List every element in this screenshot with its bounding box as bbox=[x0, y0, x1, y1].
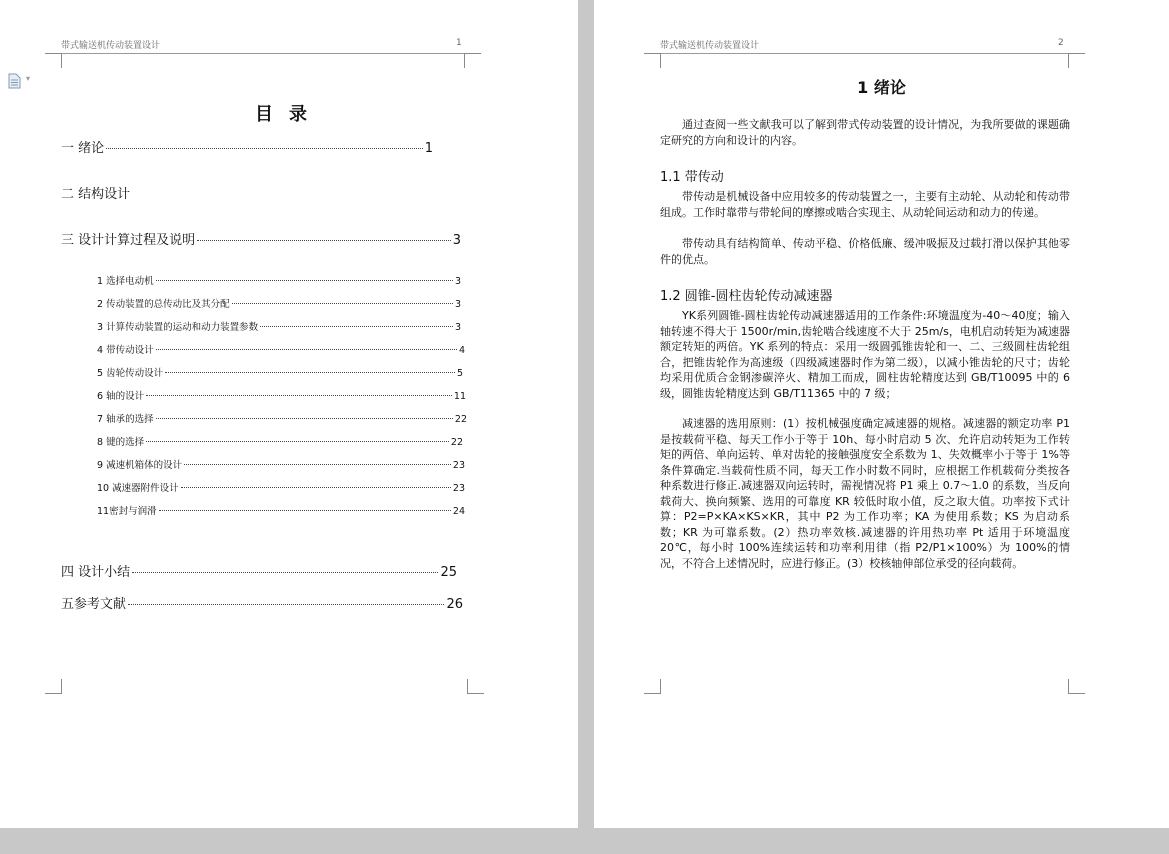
toc-entry-page: 3 bbox=[452, 233, 461, 248]
toc-entry-page: 25 bbox=[440, 565, 457, 580]
toc-subentry-page: 3 bbox=[454, 276, 461, 287]
toc-subentry[interactable] bbox=[97, 296, 461, 310]
toc-subentry-label: 7 轴承的选择 bbox=[97, 414, 154, 425]
toc-leader bbox=[132, 572, 438, 573]
toc-subentry-label: 10 减速器附件设计 bbox=[97, 483, 179, 494]
toc-subentry-label: 5 齿轮传动设计 bbox=[97, 368, 164, 379]
toc-subentry[interactable] bbox=[97, 480, 465, 494]
margin-corner-top-right bbox=[1068, 53, 1085, 68]
toc-entry-label: 一 绪论 bbox=[61, 141, 105, 156]
toc-leader bbox=[106, 148, 423, 149]
intro-paragraph: 通过查阅一些文献我可以了解到带式传动装置的设计情况，为我所要做的课题确定研究的方向和设计的内容。 bbox=[660, 118, 1070, 147]
page-header-title: 带式输送机传动装置设计 bbox=[61, 41, 161, 51]
toc-subentry-label: 8 键的选择 bbox=[97, 437, 145, 448]
toc-subentry-page: 3 bbox=[454, 299, 461, 310]
body-paragraph: 带传动具有结构简单、传动平稳、价格低廉、缓冲吸振及过载打滑以保护其他零件的优点。 bbox=[660, 237, 1070, 266]
toc-leader bbox=[165, 372, 455, 373]
chevron-down-icon[interactable]: ▾ bbox=[26, 74, 31, 83]
toc-subentry[interactable] bbox=[97, 503, 465, 517]
toc-subentry-label: 9 减速机箱体的设计 bbox=[97, 460, 183, 471]
toc-subentry-page: 23 bbox=[452, 483, 465, 494]
toc-subentry-page: 11 bbox=[453, 391, 466, 402]
toc-entry[interactable] bbox=[61, 137, 433, 156]
toc-subentry-page: 23 bbox=[452, 460, 465, 471]
toc-leader bbox=[159, 510, 451, 511]
toc-entry[interactable] bbox=[61, 561, 457, 580]
toc-leader bbox=[146, 441, 449, 442]
document-page-2 bbox=[594, 0, 1169, 828]
toc-subentry-label: 4 带传动设计 bbox=[97, 345, 154, 356]
toc-subentry-label: 11密封与润滑 bbox=[97, 506, 157, 517]
margin-corner-bottom-right bbox=[1068, 679, 1085, 694]
toc-subentry[interactable] bbox=[97, 319, 461, 333]
toc-subentry-page: 5 bbox=[456, 368, 463, 379]
toc-leader bbox=[156, 349, 457, 350]
toc-subentry-page: 24 bbox=[452, 506, 465, 517]
toc-subentry-label: 6 轴的设计 bbox=[97, 391, 145, 402]
margin-corner-bottom-right bbox=[467, 679, 484, 694]
toc-leader bbox=[260, 326, 453, 327]
toc-entry[interactable] bbox=[61, 593, 463, 612]
body-paragraph: YK系列圆锥-圆柱齿轮传动减速器适用的工作条件:环境温度为-40～40度；输入轴转速不得大于 1500r/min,齿轮啮合线速度不大于 25m/s，电机启动转矩为减速器额定转矩的两倍。YK 系列的特点：采用一级圆弧锥齿轮和一、二、三级圆柱齿轮组合，把锥齿轮作为高速级（四级减速器时作为第二级），以减小锥齿轮的尺寸；齿轮均采用优质合金钢渗碳淬火、精加工而成，圆柱齿轮精度达到 GB/T10095 中的 6 级，圆锥齿轮精度达到 GB/T11365 中的 7 级； bbox=[660, 309, 1070, 400]
page-header-number: 2 bbox=[1058, 38, 1064, 48]
toc-entry-label: 四 设计小结 bbox=[61, 565, 131, 580]
page-header-number: 1 bbox=[456, 38, 462, 48]
margin-corner-bottom-left bbox=[45, 679, 62, 694]
toc-leader bbox=[146, 395, 452, 396]
margin-corner-bottom-left bbox=[644, 679, 661, 694]
toc-subentry[interactable] bbox=[97, 273, 461, 287]
toc-subentry[interactable] bbox=[97, 388, 466, 402]
toc-entry-page: 26 bbox=[446, 597, 463, 612]
margin-corner-top-left bbox=[45, 53, 62, 68]
body-paragraph: 减速器的选用原则：(1）按机械强度确定减速器的规格。减速器的额定功率 P1 是按载荷平稳、每天工作小于等于 10h、每小时启动 5 次、允许启动转矩为工作转矩的两倍、单向运转、单对齿轮的接触强度安全系数为 1、失效概率小于等于 1%等条件算确定.当载荷性质不同，每天工作小时数不同时，应根据工作机载荷分类按各种系数进行修正.减速器双向运转时，需视情况将 P1 乘上 0.7～1.0 的系数，当反向载荷大、换向频繁、选用的可靠度 KR 较低时取小值，反之取大值。功率按下式计算：P2=P×KA×KS×KR，其中 P2 为工作功率；KA 为使用系数；KS 为启动系数；KR 为可靠系数。(2）热功率效核.减速器的许用热功率 Pt 适用于环境温度 20℃，每小时 100%连续运转和功率利用律（指 P2/P1×100%）为 100%的情况，不符合上述情况时，应进行修正。(3）校核轴伸部位承受的径向载荷。 bbox=[660, 417, 1070, 570]
toc-leader bbox=[156, 418, 453, 419]
toc-subentry-label: 2 传动装置的总传动比及其分配 bbox=[97, 299, 230, 310]
document-icon[interactable] bbox=[8, 73, 23, 90]
toc-subentry[interactable] bbox=[97, 411, 467, 425]
section-title: 1.1 带传动 bbox=[660, 170, 724, 185]
document-page-1 bbox=[0, 0, 578, 828]
toc-entry-page: 1 bbox=[424, 141, 433, 156]
toc-entry[interactable] bbox=[61, 183, 130, 202]
toc-subentry[interactable] bbox=[97, 434, 463, 448]
toc-subentry[interactable] bbox=[97, 365, 463, 379]
toc-subentry-label: 1 选择电动机 bbox=[97, 276, 154, 287]
toc-entry-label: 三 设计计算过程及说明 bbox=[61, 233, 196, 248]
toc-leader bbox=[197, 240, 451, 241]
margin-corner-top-right bbox=[464, 53, 481, 68]
toc-leader bbox=[156, 280, 453, 281]
header-rule bbox=[61, 53, 464, 54]
section-title: 1.2 圆锥-圆柱齿轮传动减速器 bbox=[660, 289, 833, 304]
toc-subentry[interactable] bbox=[97, 457, 465, 471]
toc-entry-label: 五参考文献 bbox=[61, 597, 127, 612]
toc-leader bbox=[181, 487, 451, 488]
page-header-title: 带式输送机传动装置设计 bbox=[660, 41, 760, 51]
toc-subentry-page: 22 bbox=[450, 437, 463, 448]
toc-leader bbox=[184, 464, 451, 465]
toc-entry-label: 二 结构设计 bbox=[61, 187, 131, 202]
toc-leader bbox=[232, 303, 453, 304]
header-rule bbox=[660, 53, 1068, 54]
toc-entry[interactable] bbox=[61, 229, 461, 248]
toc-leader bbox=[128, 604, 444, 605]
toc-subentry-page: 22 bbox=[454, 414, 467, 425]
chapter-title: 1 绪论 bbox=[857, 78, 906, 97]
toc-subentry-page: 4 bbox=[458, 345, 465, 356]
margin-corner-top-left bbox=[644, 53, 661, 68]
toc-subentry-label: 3 计算传动装置的运动和动力装置参数 bbox=[97, 322, 259, 333]
toc-subentry-page: 3 bbox=[454, 322, 461, 333]
toc-title: 目录 bbox=[255, 104, 323, 125]
toc-subentry[interactable] bbox=[97, 342, 465, 356]
body-paragraph: 带传动是机械设备中应用较多的传动装置之一，主要有主动轮、从动轮和传动带组成。工作时靠带与带轮间的摩擦或啮合实现主、从动轮间运动和动力的传递。 bbox=[660, 190, 1070, 219]
